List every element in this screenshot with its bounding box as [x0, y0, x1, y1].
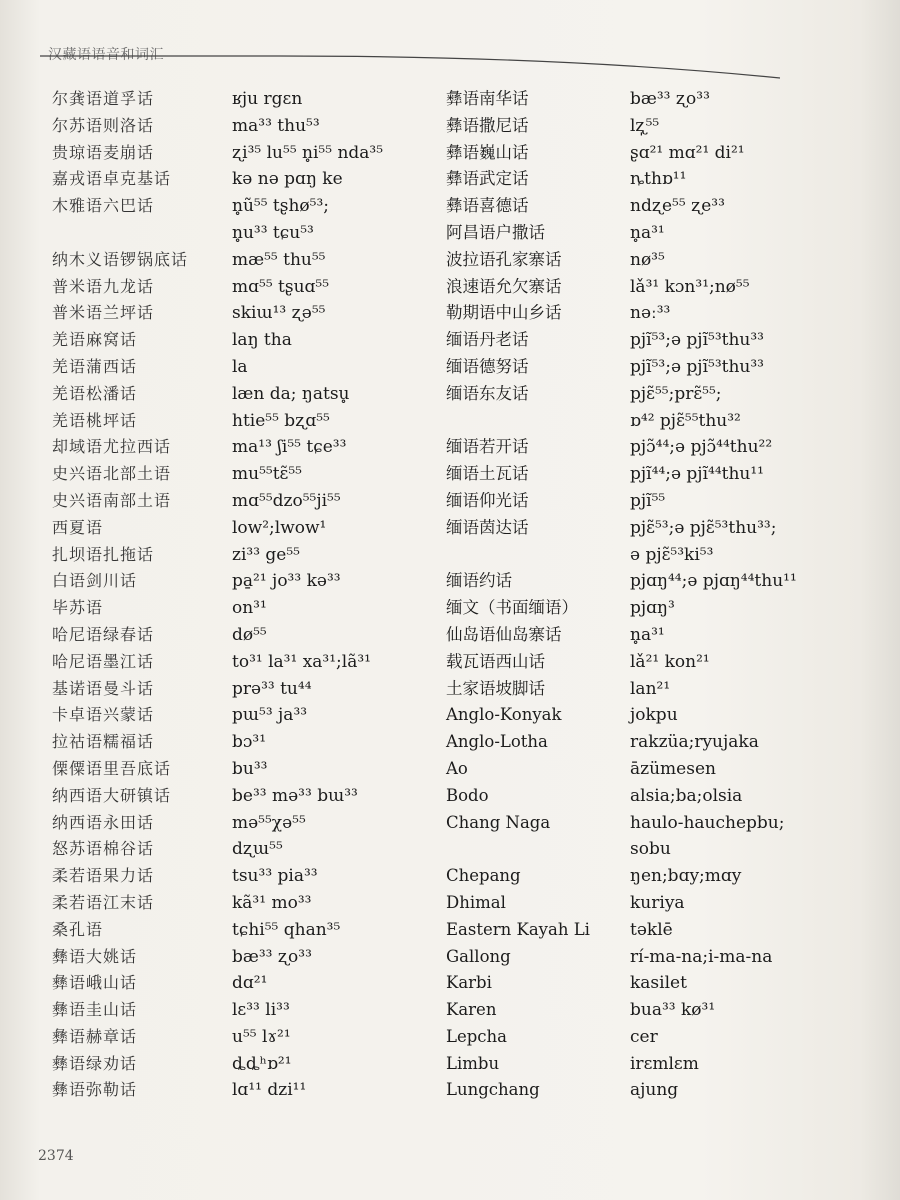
language-name: Gallong: [446, 946, 511, 966]
page-edge-shadow: [860, 0, 900, 1200]
column-language-names-left: [52, 86, 222, 1104]
language-name: Chepang: [446, 866, 521, 886]
language-name: 怒苏语棉谷话: [52, 839, 155, 859]
word-form: haulo-hauchepbu;: [630, 812, 785, 833]
language-name: 纳木义语锣锅底话: [52, 249, 189, 269]
language-name: 尔龚语道孚话: [52, 89, 155, 108]
word-form: kə nə pɑŋ ke: [232, 169, 343, 190]
language-name: 西夏语: [52, 517, 104, 537]
language-name: 彝语武定话: [446, 169, 529, 189]
language-name: 缅语土瓦话: [446, 464, 529, 484]
language-name: 桑孔语: [52, 919, 104, 939]
word-form: be³³ mə³³ bɯ³³: [232, 785, 358, 806]
word-form: ʁju rgɛn: [232, 89, 303, 109]
language-name: 羌语麻窝话: [52, 330, 138, 350]
language-name: [52, 220, 222, 247]
language-name: 缅语德努话: [446, 356, 529, 376]
language-name: 史兴语北部土语: [52, 464, 172, 484]
language-name: Eastern Kayah Li: [446, 919, 590, 939]
column-words-right: [630, 86, 840, 1104]
language-name: 纳西语永田话: [52, 812, 155, 832]
word-form: læn da; ŋatsu̥: [232, 383, 350, 404]
language-name: [446, 542, 626, 569]
word-form: ȵthɒ¹¹: [630, 169, 687, 190]
word-form: sobu: [630, 839, 671, 860]
language-name: 彝语巍山话: [446, 142, 529, 162]
language-name: 彝语南华话: [446, 89, 529, 108]
language-name: 载瓦语西山话: [446, 651, 545, 671]
word-form: alsia;ba;olsia: [630, 785, 743, 806]
word-form: mɑ⁵⁵ tʂuɑ⁵⁵: [232, 276, 330, 297]
word-form: ajung: [630, 1080, 679, 1101]
language-name: Chang Naga: [446, 812, 551, 832]
word-form: bua³³ kø³¹: [630, 1000, 716, 1021]
word-form: lǎ²¹ kon²¹: [630, 651, 710, 672]
word-form: to³¹ la³¹ xa³¹;lã³¹: [232, 651, 371, 672]
word-form: pjɑŋ⁴⁴;ə pjɑŋ⁴⁴thu¹¹: [630, 571, 797, 592]
language-name: 史兴语南部土语: [52, 490, 172, 510]
word-form: ma³³ thu⁵³: [232, 115, 320, 136]
word-form: ma¹³ ʃi⁵⁵ tɕe³³: [232, 437, 347, 458]
page-number: 2374: [38, 1148, 74, 1164]
word-form: rí-ma-na;i-ma-na: [630, 946, 773, 967]
word-form: pjĩ⁵⁵: [630, 490, 666, 511]
language-name: 羌语松潘话: [52, 383, 138, 403]
language-name: 缅语约话: [446, 571, 512, 591]
language-name: 哈尼语墨江话: [52, 651, 155, 671]
word-form: laŋ tha: [232, 330, 292, 351]
language-name: 尔苏语则洛话: [52, 115, 155, 135]
language-name: 基诺语曼斗话: [52, 678, 155, 698]
word-form: ŋen;bɑy;mɑy: [630, 866, 742, 887]
word-form: mɑ⁵⁵dzo⁵⁵ji⁵⁵: [232, 490, 341, 511]
word-form: dø⁵⁵: [232, 624, 267, 645]
language-name: 羌语蒲西话: [52, 356, 138, 376]
word-form: on³¹: [232, 598, 267, 619]
word-form: pa̱²¹ jo³³ kə³³: [232, 571, 341, 592]
word-form: ʂɑ²¹ mɑ²¹ di²¹: [630, 142, 745, 163]
language-name: 白语剑川话: [52, 571, 138, 591]
language-name: Karbi: [446, 973, 492, 993]
word-form: u⁵⁵ lɤ²¹: [232, 1026, 291, 1047]
word-form: pjĩ⁵³;ə pjĩ⁵³thu³³: [630, 330, 764, 351]
word-form: bæ³³ ʐo³³: [232, 946, 312, 967]
word-form: təklē: [630, 919, 673, 940]
language-name: 缅语若开话: [446, 437, 529, 457]
word-form: bɔ³¹: [232, 732, 267, 753]
language-name: 彝语圭山话: [52, 1000, 138, 1020]
language-name: 彝语赫章话: [52, 1026, 138, 1046]
word-form: nəː³³: [630, 303, 671, 324]
word-form: kuriya: [630, 892, 685, 913]
word-form: ndʐe⁵⁵ ʐe³³: [630, 196, 725, 217]
language-name: 毕苏语: [52, 598, 104, 618]
language-name: 缅语仰光话: [446, 490, 529, 510]
word-form: pɯ⁵³ ja³³: [232, 705, 308, 726]
language-name: Dhimal: [446, 892, 506, 912]
word-form: nø³⁵: [630, 249, 665, 270]
language-name: Ao: [446, 758, 468, 778]
word-form: zi³³ ge⁵⁵: [232, 544, 300, 565]
language-name: Bodo: [446, 785, 489, 805]
language-name: 卡卓语兴蒙话: [52, 705, 155, 725]
language-name: 缅语东友话: [446, 383, 529, 403]
word-form: lɛ³³ li³³: [232, 1000, 290, 1021]
language-name: 彝语大姚话: [52, 946, 138, 966]
language-name: Anglo-Konyak: [446, 705, 562, 725]
word-form: lʐ̩⁵⁵: [630, 115, 660, 136]
word-form: pjɑŋ³: [630, 598, 675, 619]
language-name: 阿昌语户撒话: [446, 222, 545, 242]
word-form: ʐi³⁵ lu⁵⁵ n̥i⁵⁵ nda³⁵: [232, 142, 384, 163]
language-name: 普米语九龙话: [52, 276, 155, 296]
word-form: ɒ⁴² pjɛ̃⁵⁵thu³²: [630, 410, 741, 431]
word-form: ə pjɛ̃⁵³ki⁵³: [630, 544, 714, 565]
language-name: 勒期语中山乡话: [446, 303, 562, 323]
word-form: skiɯ¹³ ʐə⁵⁵: [232, 303, 326, 324]
language-name: 嘉戎语卓克基话: [52, 169, 172, 189]
language-name: 拉祜语糯福话: [52, 732, 155, 752]
language-name: Lungchang: [446, 1080, 540, 1100]
word-form: dɑ²¹: [232, 973, 268, 994]
language-name: 彝语峨山话: [52, 973, 138, 993]
language-name: 哈尼语绿春话: [52, 624, 155, 644]
language-name: 贵琼语麦崩话: [52, 142, 155, 162]
word-form: cer: [630, 1026, 658, 1047]
word-form: pjɛ̃⁵⁵;prɛ̃⁵⁵;: [630, 383, 722, 404]
language-name: 扎坝语扎拖话: [52, 544, 155, 564]
word-form: bu³³: [232, 758, 268, 779]
column-words-left: [232, 86, 442, 1104]
language-name: 土家语坡脚话: [446, 678, 545, 698]
language-name: 柔若语果力话: [52, 866, 155, 886]
language-name: 木雅语六巴话: [52, 196, 155, 216]
word-form: irɛmlɛm: [630, 1053, 699, 1074]
word-form: lǎ³¹ kɔn³¹;nø⁵⁵: [630, 276, 750, 297]
word-form: la: [232, 356, 248, 377]
language-name: Lepcha: [446, 1026, 507, 1046]
word-form: bæ³³ ʐo³³: [630, 89, 710, 109]
word-form: n̥a³¹: [630, 222, 665, 243]
language-name: [446, 408, 626, 435]
language-name: Karen: [446, 1000, 497, 1020]
language-name: 缅文（书面缅语）: [446, 598, 578, 618]
word-form: āzümesen: [630, 758, 716, 779]
word-form: rakzüa;ryujaka: [630, 732, 759, 753]
language-name: 纳西语大研镇话: [52, 785, 172, 805]
language-name: 彝语撒尼话: [446, 115, 529, 135]
word-form: tsu³³ pia³³: [232, 866, 318, 887]
language-name: 彝语绿劝话: [52, 1053, 138, 1073]
language-name: 傈僳语里吾底话: [52, 758, 172, 778]
language-name: 柔若语江末话: [52, 892, 155, 912]
language-name: 波拉语孔家寨话: [446, 249, 562, 269]
word-form: pjɔ̃⁴⁴;ə pjɔ̃⁴⁴thu²²: [630, 437, 773, 458]
running-header: 汉藏语语音和词汇: [48, 47, 164, 63]
word-form: pjĩ⁵³;ə pjĩ⁵³thu³³: [630, 356, 764, 377]
language-name: 浪速语允欠寨话: [446, 276, 562, 296]
word-form: kasilet: [630, 973, 687, 994]
language-name: 彝语弥勒话: [52, 1080, 138, 1100]
word-form: tɕhi⁵⁵ qhan³⁵: [232, 919, 341, 940]
word-form: ȡȡʰɒ²¹: [232, 1053, 292, 1074]
word-form: kã³¹ mo³³: [232, 892, 312, 913]
column-language-names-right: [446, 86, 626, 1104]
word-form: jokpu: [630, 705, 678, 726]
word-form: pjɛ̃⁵³;ə pjɛ̃⁵³thu³³;: [630, 517, 777, 538]
word-form: mæ⁵⁵ thu⁵⁵: [232, 249, 326, 270]
word-form: dʐɯ⁵⁵: [232, 839, 283, 860]
language-name: 彝语喜德话: [446, 196, 529, 216]
word-form: prə³³ tu⁴⁴: [232, 678, 312, 699]
word-form: n̥ũ⁵⁵ tʂhø⁵³;: [232, 196, 330, 217]
word-form: htie⁵⁵ bʐɑ⁵⁵: [232, 410, 330, 431]
language-name: Anglo-Lotha: [446, 732, 548, 752]
word-form: low²;lwow¹: [232, 517, 327, 538]
word-form: n̥a³¹: [630, 624, 665, 645]
language-name: 普米语兰坪话: [52, 303, 155, 323]
word-form: mə⁵⁵χə⁵⁵: [232, 812, 306, 833]
language-name: Limbu: [446, 1053, 500, 1073]
word-form: lan²¹: [630, 678, 671, 699]
language-name: 仙岛语仙岛寨话: [446, 624, 562, 644]
language-name: 却域语尤拉西话: [52, 437, 172, 457]
language-name: 缅语丹老话: [446, 330, 529, 350]
word-form: pjĩ⁴⁴;ə pjĩ⁴⁴thu¹¹: [630, 464, 764, 485]
language-name: [446, 836, 626, 863]
word-form: n̥u³³ tɕu⁵³: [232, 222, 314, 243]
language-name: 缅语茵达话: [446, 517, 529, 537]
word-form: mu⁵⁵tɛ̃⁵⁵: [232, 464, 302, 485]
word-form: lɑ¹¹ dzi¹¹: [232, 1080, 307, 1101]
language-name: 羌语桃坪话: [52, 410, 138, 430]
